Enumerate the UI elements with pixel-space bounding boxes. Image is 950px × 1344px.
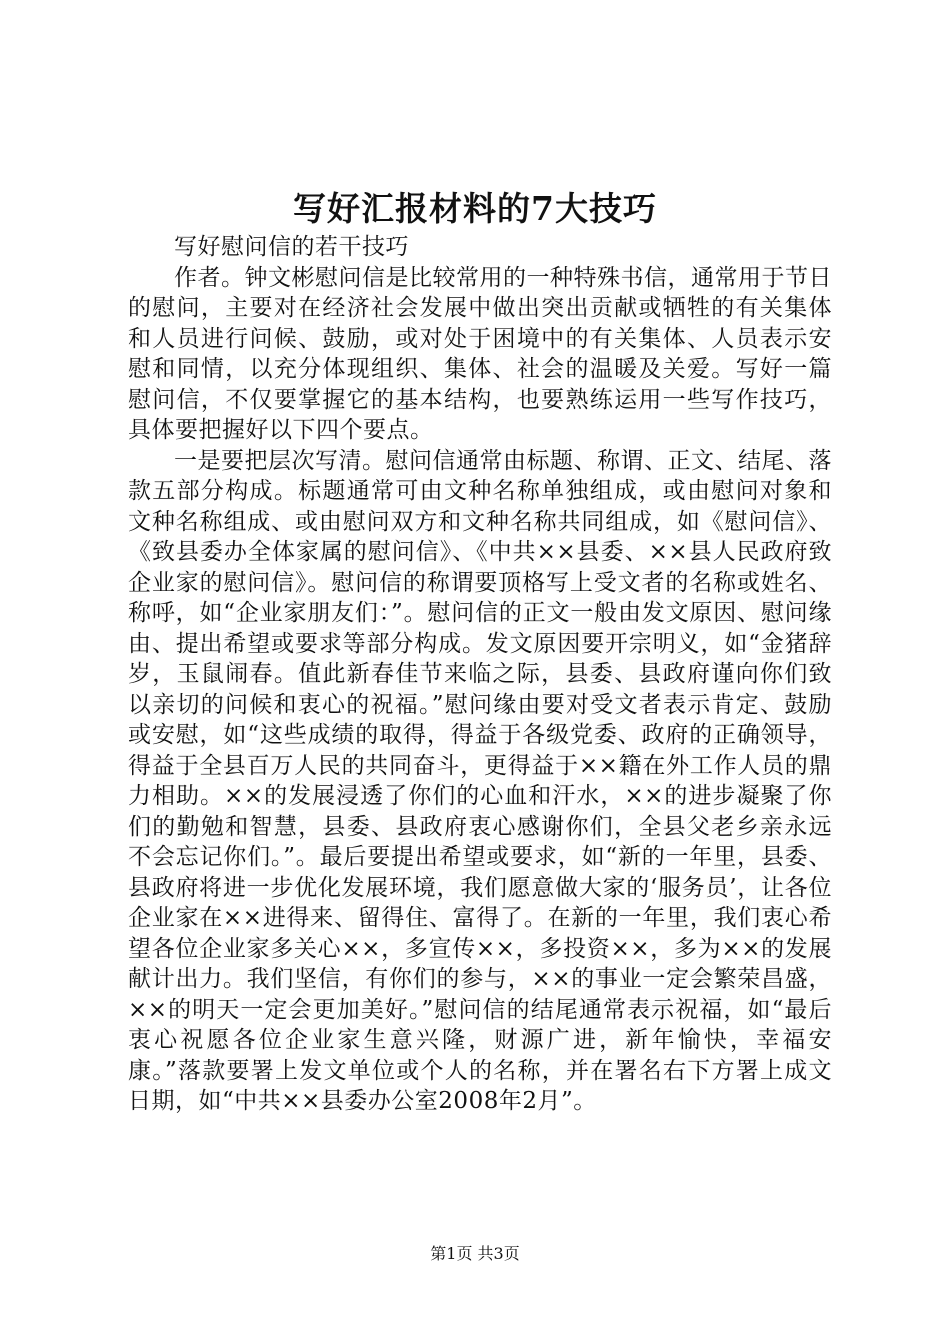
page-number-footer: 第1页 共3页 <box>430 1244 520 1263</box>
structure-paragraph: 一是要把层次写清。慰问信通常由标题、称谓、正文、结尾、落款五部分构成。标题通常可由文种名称单独组成，或由慰问对象和文种名称组成、或由慰问双方和文种名称共同组成，如《慰问信》、《致县委办全体家属的慰问信》、《中共××县委、××县人民政府致企业家的慰问信》。慰问信的称谓要顶格写上受文者的名称或姓名、称呼，如“企业家朋友们：”。慰问信的正文一般由发文原因、慰问缘由、提出希望或要求等部分构成。发文原因要开宗明义，如“金猪辞岁，玉鼠闹春。值此新春佳节来临之际，县委、县政府谨向你们致以亲切的问候和衷心的祝福。”慰问缘由要对受文者表示肯定、鼓励或安慰，如“这些成绩的取得，得益于各级党委、政府的正确领导，得益于全县百万人民的共同奋斗，更得益于××籍在外工作人员的鼎力相助。××的发展浸透了你们的心血和汗水，××的进步凝聚了你们的勤勉和智慧，县委、县政府衷心感谢你们，全县父老乡亲永远不会忘记你们。”。最后要提出希望或要求，如“新的一年里，县委、县政府将进一步优化发展环境，我们愿意做大家的‘服务员’，让各位企业家在××进得来、留得住、富得了。在新的一年里，我们衷心希望各位企业家多关心××，多宣传××，多投资××，多为××的发展献计出力。我们坚信，有你们的参与，××的事业一定会繁荣昌盛，××的明天一定会更加美好。”慰问信的结尾通常表示祝福，如“最后衷心祝愿各位企业家生意兴隆，财源广进，新年愉快，幸福安康。”落款要署上发文单位或个人的名称，并在署名右下方署上成文日期，如“中共××县委办公室2008年2月”。 <box>128 447 832 1114</box>
document-title: 写好汇报材料的7大技巧 <box>293 189 657 228</box>
document-body <box>128 232 832 1117</box>
subtitle-paragraph: 写好慰问信的若干技巧 <box>174 234 409 260</box>
intro-paragraph: 作者。钟文彬慰问信是比较常用的一种特殊书信，通常用于节日的慰问，主要对在经济社会发展中做出突出贡献或牺牲的有关集体和人员进行问候、鼓励，或对处于困境中的有关集体、人员表示安慰和同情，以充分体现组织、集体、社会的温暖及关爱。写好一篇慰问信，不仅要掌握它的基本结构，也要熟练运用一些写作技巧，具体要把握好以下四个要点。 <box>128 264 832 443</box>
